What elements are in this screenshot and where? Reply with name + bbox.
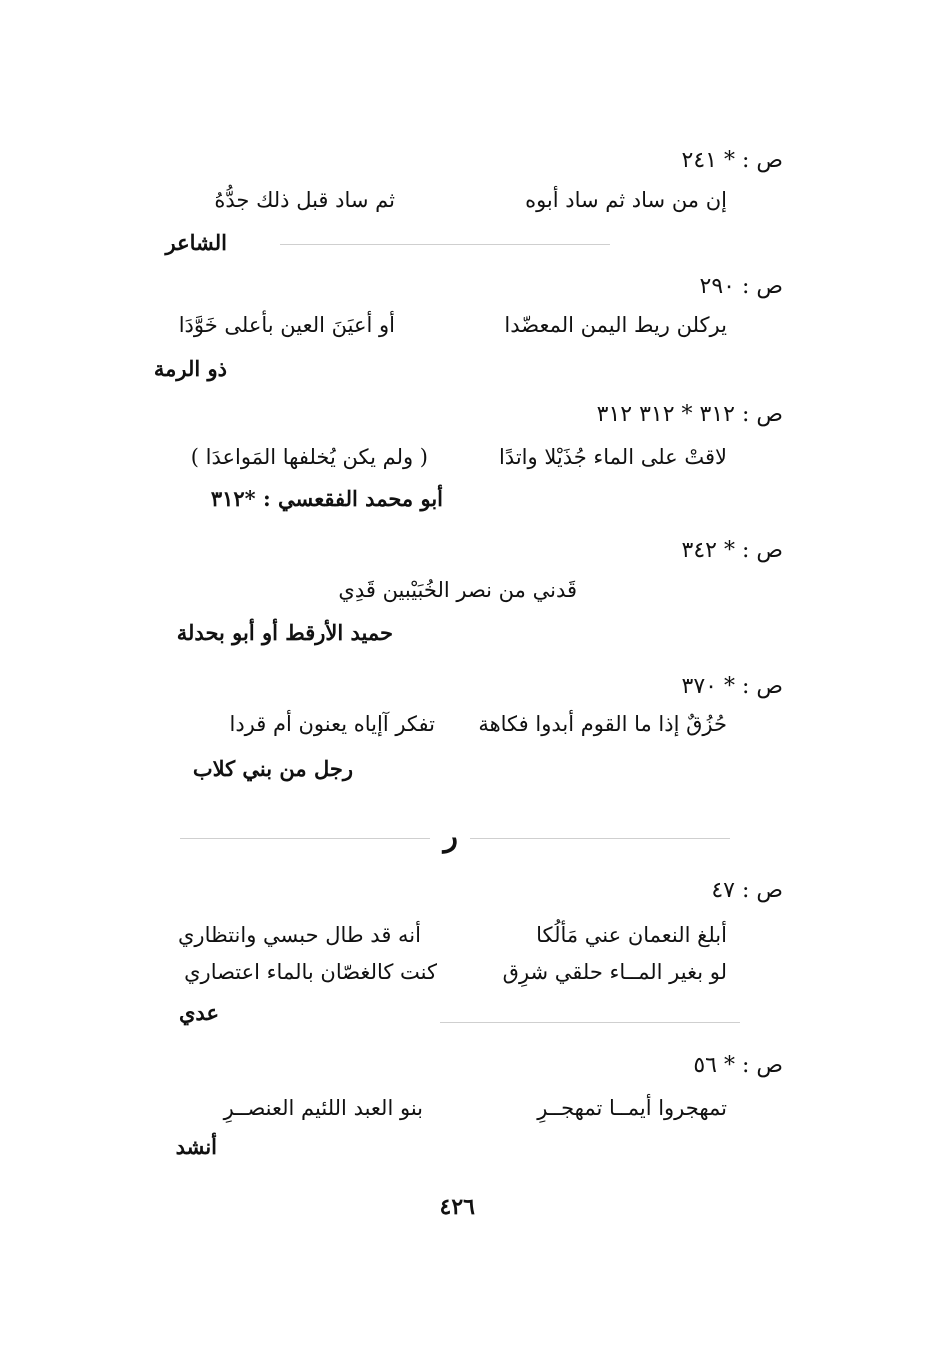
poet-name: أنشد bbox=[175, 1134, 217, 1159]
poet-name: رجل من بني كلاب bbox=[192, 756, 353, 781]
poet-name: حميد الأرقط أو أبو بحدلة bbox=[176, 620, 393, 645]
verse-hemistich-second: أو أعيَنَ العين بأعلى خَوَّدَا bbox=[178, 313, 395, 337]
entry-reference: ص : * ٣٧٠ bbox=[681, 674, 783, 699]
verse-hemistich-second: أنه قد طال حبسي وانتظاري bbox=[178, 923, 421, 947]
entry-reference: ص : * ٣٤٢ bbox=[681, 538, 783, 563]
verse-hemistich-second: ( ولم يكن يُخلفها المَواعدَا ) bbox=[190, 445, 428, 469]
poet-name: عدي bbox=[179, 1000, 219, 1025]
scan-noise bbox=[180, 838, 430, 839]
entry-reference: ص : * ٥٦ bbox=[693, 1053, 783, 1078]
entry-reference: ص : ٢٩٠ bbox=[699, 274, 783, 299]
verse-hemistich-second: تفكر آإياه يعنون أم قردا bbox=[229, 712, 435, 736]
verse-hemistich-second: ثم ساد قبل ذلك جدُّهُ bbox=[214, 188, 395, 212]
entry-reference: ص : * ٢٤١ bbox=[681, 148, 783, 173]
section-letter-heading: ر bbox=[443, 819, 458, 854]
verse-hemistich-first: أبلغ النعمان عني مَألُكا bbox=[536, 923, 727, 947]
poet-name: أبو محمد الفقعسي : *٣١٢ bbox=[210, 486, 443, 511]
poet-name: الشاعر bbox=[165, 230, 227, 255]
verse-hemistich-first: لاقتْ على الماء جُذَيْلا واتدًا bbox=[498, 445, 727, 469]
verse-hemistich-first: لو بغير المــاء حلقي شرِق bbox=[502, 960, 727, 984]
poet-name: ذو الرمة bbox=[153, 356, 227, 381]
verse-hemistich-second: كنت كالغصّان بالماء اعتصاري bbox=[184, 960, 437, 984]
verse-hemistich-first: يركلن ريط اليمن المعضّدا bbox=[504, 313, 727, 337]
verse-hemistich-second: بنو العبد اللئيم العنصــرِ bbox=[223, 1096, 423, 1120]
verse-hemistich-first: إن من ساد ثم ساد أبوه bbox=[525, 188, 727, 212]
entry-reference: ص : ٤٧ bbox=[711, 878, 783, 903]
scan-noise bbox=[470, 838, 730, 839]
entry-reference: ص : ٣١٢ * ٣١٢ ٣١٢ bbox=[596, 402, 783, 427]
scan-noise bbox=[280, 244, 610, 245]
scan-noise bbox=[440, 1022, 740, 1023]
verse-hemistich-first: تمهجروا أيمــا تمهجــرِ bbox=[537, 1096, 727, 1120]
page-number: ٤٢٦ bbox=[439, 1194, 475, 1220]
verse-hemistich-first: حُزُقٌ إذا ما القوم أبدوا فكاهة bbox=[478, 712, 727, 736]
verse-line: قَدني من نصر الخُبَيْبين قَدِي bbox=[338, 578, 577, 602]
